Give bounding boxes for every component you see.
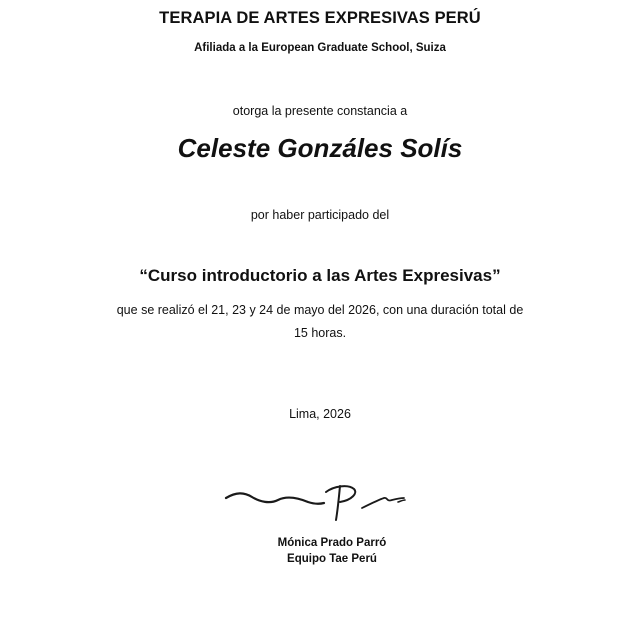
course-title: “Curso introductorio a las Artes Expresivas” <box>139 266 501 285</box>
intro-text: otorga la presente constancia a <box>232 104 408 118</box>
signer-team: Equipo Tae Perú <box>287 553 377 565</box>
recipient-name: Celeste Gonzáles Solís <box>177 133 463 163</box>
course-details: que se realizó el 21, 23 y 24 de mayo del 2026, con una duración total de 15 horas. <box>116 303 524 340</box>
place-date: Lima, 2026 <box>289 407 351 421</box>
signature-image <box>222 478 418 524</box>
participation-text: por haber participado del <box>250 208 390 222</box>
organization-name: TERAPIA DE ARTES EXPRESIVAS PERÚ <box>159 9 481 27</box>
signer-name: Mónica Prado Parró <box>277 537 387 549</box>
affiliation-text: Afiliada a la European Graduate School, Suiza <box>194 42 446 54</box>
